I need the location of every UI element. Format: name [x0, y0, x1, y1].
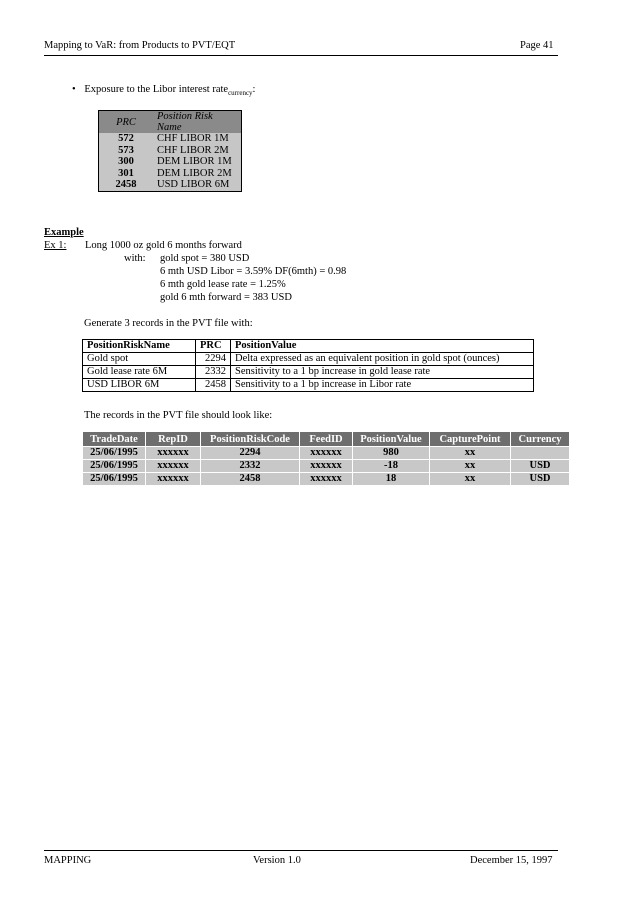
- cell-currency: [511, 447, 570, 460]
- cell-capture-point: xx: [430, 447, 511, 460]
- cell-trade-date: 25/06/1995: [83, 447, 146, 460]
- prc-cell: 572: [118, 133, 134, 144]
- cell-feed-id: xxxxxx: [300, 473, 353, 486]
- records-table-header: [83, 340, 534, 353]
- with-label: with:: [124, 253, 146, 264]
- footer-rule: [44, 850, 558, 851]
- col-header-feed-id: FeedID: [300, 432, 353, 447]
- page-number: Page 41: [520, 40, 554, 51]
- prc-cell: 2458: [115, 179, 137, 190]
- prc-cell: 300: [118, 156, 134, 167]
- table-row: [83, 460, 570, 473]
- table-row: [99, 168, 242, 180]
- col-header-trade-date: TradeDate: [83, 432, 146, 447]
- table-row: [83, 379, 534, 392]
- prc-col-header: PRC: [99, 111, 154, 134]
- table-row: [99, 179, 242, 191]
- table-row: [99, 156, 242, 168]
- example-title: Long 1000 oz gold 6 months forward: [85, 240, 242, 251]
- cell-prc: 2458: [196, 379, 231, 392]
- table-row: [83, 447, 570, 460]
- risk-name-cell: CHF LIBOR 1M: [157, 133, 229, 144]
- footer-left: MAPPING: [44, 855, 92, 866]
- cell-feed-id: xxxxxx: [300, 447, 353, 460]
- col-header-position-value: PositionValue: [353, 432, 430, 447]
- header-title: Mapping to VaR: from Products to PVT/EQT: [44, 40, 236, 51]
- col-header-currency: Currency: [511, 432, 570, 447]
- table-row: [99, 133, 242, 145]
- prc-cell: 301: [118, 167, 134, 179]
- col-header-position-risk-name: PositionRiskName: [83, 340, 196, 353]
- cell-position-value: 980: [353, 447, 430, 460]
- bullet-dot: •: [72, 84, 76, 95]
- cell-feed-id: xxxxxx: [300, 460, 353, 473]
- records-table: [82, 339, 534, 392]
- cell-position-risk-code: 2458: [201, 473, 300, 486]
- cell-rep-id: xxxxxx: [146, 460, 201, 473]
- col-header-prc: PRC: [196, 340, 231, 353]
- example-heading: Example: [44, 227, 84, 238]
- table-row: [99, 145, 242, 157]
- cell-prc: 2294: [196, 353, 231, 366]
- cell-position-risk-code: 2294: [201, 447, 300, 460]
- prc-cell: 573: [118, 144, 134, 156]
- bullet-text: Exposure to the Libor interest rate: [84, 84, 229, 95]
- col-header-rep-id: RepID: [146, 432, 201, 447]
- prc-table-header: [99, 111, 242, 134]
- risk-name-cell: DEM LIBOR 1M: [157, 156, 232, 167]
- example-param: gold 6 mth forward = 383 USD: [160, 292, 292, 303]
- example-param: 6 mth USD Libor = 3.59% DF(6mth) = 0.98: [160, 266, 347, 277]
- cell-prc: 2332: [196, 366, 231, 379]
- bullet-suffix: :: [252, 84, 256, 95]
- records-text: The records in the PVT file should look like:: [84, 410, 273, 421]
- cell-value: Sensitivity to a 1 bp increase in gold lease rate: [231, 366, 534, 379]
- cell-currency: USD: [511, 460, 570, 473]
- prc-table: [98, 110, 242, 192]
- footer-version: Version 1.0: [253, 855, 301, 866]
- cell-trade-date: 25/06/1995: [83, 473, 146, 486]
- cell-name: Gold spot: [83, 353, 196, 366]
- footer-date: December 15, 1997: [470, 855, 553, 866]
- risk-name-cell: DEM LIBOR 2M: [157, 167, 232, 179]
- table-row: [83, 366, 534, 379]
- risk-name-cell: USD LIBOR 6M: [157, 179, 230, 190]
- cell-name: Gold lease rate 6M: [83, 366, 196, 379]
- example-label: Ex 1:: [44, 240, 67, 251]
- cell-value: Delta expressed as an equivalent position in gold spot (ounces): [231, 353, 534, 366]
- col-header-position-value: PositionValue: [231, 340, 534, 353]
- cell-trade-date: 25/06/1995: [83, 460, 146, 473]
- table-row: [83, 473, 570, 486]
- cell-value: Sensitivity to a 1 bp increase in Libor rate: [231, 379, 534, 392]
- cell-position-value: -18: [353, 460, 430, 473]
- cell-position-risk-code: 2332: [201, 460, 300, 473]
- table-row: [83, 353, 534, 366]
- position-risk-name-col-header: Position Risk Name: [153, 111, 242, 134]
- cell-rep-id: xxxxxx: [146, 447, 201, 460]
- col-header-capture-point: CapturePoint: [430, 432, 511, 447]
- cell-capture-point: xx: [430, 460, 511, 473]
- cell-name: USD LIBOR 6M: [83, 379, 196, 392]
- example-param: 6 mth gold lease rate = 1.25%: [160, 279, 286, 290]
- cell-currency: USD: [511, 473, 570, 486]
- cell-rep-id: xxxxxx: [146, 473, 201, 486]
- col-header-position-risk-code: PositionRiskCode: [201, 432, 300, 447]
- generate-text: Generate 3 records in the PVT file with:: [84, 318, 253, 329]
- pvt-table-header: [83, 432, 570, 447]
- bullet-item: [72, 83, 255, 100]
- example-param: gold spot = 380 USD: [160, 253, 250, 264]
- header-rule: [44, 55, 558, 56]
- pvt-table: [82, 431, 570, 486]
- cell-position-value: 18: [353, 473, 430, 486]
- risk-name-cell: CHF LIBOR 2M: [157, 144, 229, 156]
- bullet-subscript: currency: [228, 89, 253, 98]
- cell-capture-point: xx: [430, 473, 511, 486]
